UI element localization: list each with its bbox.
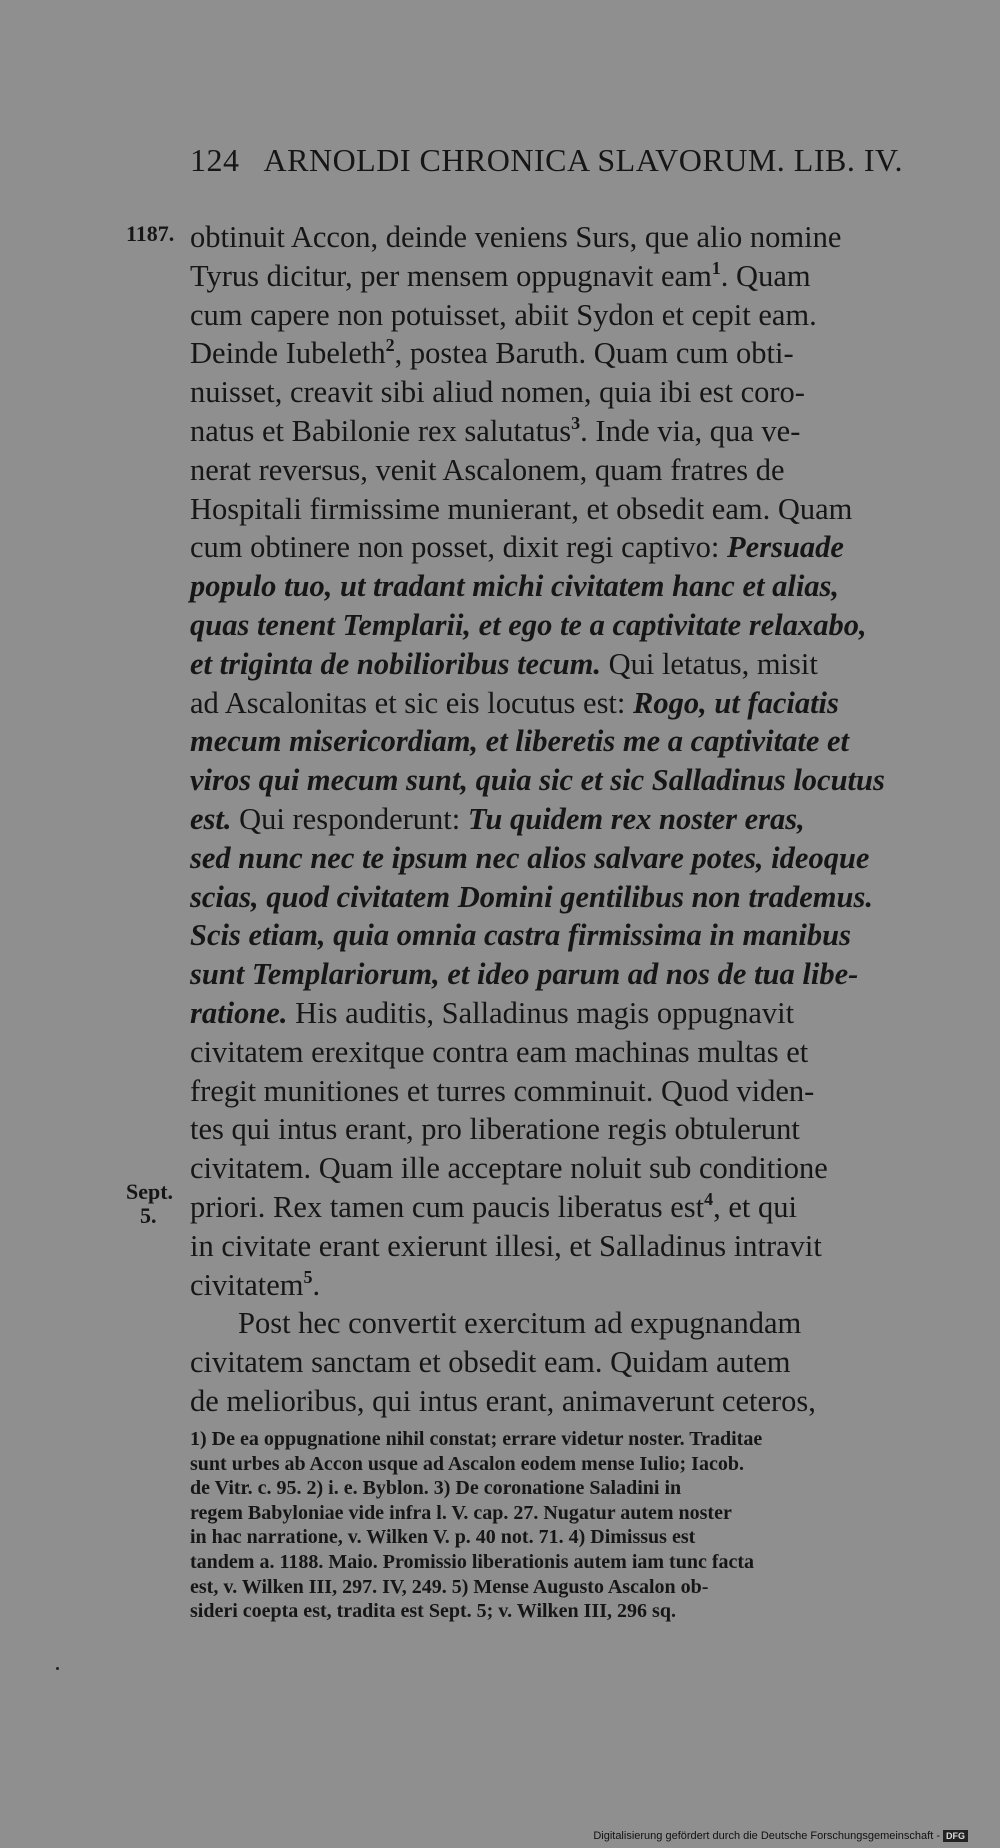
footnote-ref: 5 [303,1266,313,1287]
text-line: est. Qui responderunt: Tu quidem rex noster eras, [190,801,805,836]
margin-sept-day: 5. [140,1203,157,1228]
footnote-line: sideri coepta est, tradita est Sept. 5; v. Wilken III, 296 sq. [190,1600,676,1623]
dfg-logo: DFG [943,1830,968,1842]
text-line: fregit munitiones et turres comminuit. Quod viden- [190,1073,815,1108]
text-line: tes qui intus erant, pro liberatione regis obtulerunt [190,1112,800,1147]
page-number: 124 [190,142,240,178]
margin-sept-label: Sept. [126,1179,174,1204]
text-line: civitatem$^5$. [190,1266,321,1302]
text-line: obtinuit Accon, deinde veniens Surs, que alio nomine [190,220,842,254]
footnote-line: 1) De ea oppugnatione nihil constat; errare videtur noster. Traditae [190,1428,763,1450]
text-line: Scis etiam, quia omnia castra firmissima in manibus [190,918,851,953]
text-line: quas tenent Templarii, et ego te a captivitate relaxabo, [190,607,867,642]
credit-text: Digitalisierung gefördert durch die Deutsche Forschungsgemeinschaft - [593,1830,940,1842]
footnote-line: est, v. Wilken III, 297. IV, 249. 5) Mense Augusto Ascalon ob- [190,1575,709,1598]
text-line: viros qui mecum sunt, quia sic et sic Salladinus locutus [190,763,885,798]
text-line: Hospitali firmissime munierant, et obsedit eam. Quam [190,491,853,526]
footnote-ref: 2 [385,335,395,356]
footnote-line: tandem a. 1188. Maio. Promissio liberationis autem iam tunc facta [190,1550,755,1573]
footnote-line: de Vitr. c. 95. 2) i. e. Byblon. 3) De coronatione Saladini in [190,1477,682,1500]
footnotes [190,1427,906,1624]
text-line: civitatem. Quam ille acceptare noluit sub conditione [190,1151,828,1186]
text-line: ratione. His auditis, Salladinus magis oppugnavit [190,995,795,1030]
running-title: ARNOLDI CHRONICA SLAVORUM. LIB. IV. [263,142,903,178]
footnote-ref: 1 [711,257,721,278]
running-header [190,142,910,182]
text-line: nuisset, creavit sibi aliud nomen, quia ibi est coro- [190,375,805,410]
text-line: Post hec convertit exercitum ad expugnandam [238,1306,802,1341]
text-line: ad Ascalonitas et sic eis locutus est: Rogo, ut faciatis [190,685,839,720]
text-line: sed nunc nec te ipsum nec alios salvare potes, ideoque [190,840,870,875]
footnote-line: sunt urbes ab Accon usque ad Ascalon eodem mense Iulio; Iacob. [190,1452,744,1475]
text-line: in civitate erant exierunt illesi, et Salladinus intravit [190,1228,822,1263]
text-line: cum capere non potuisset, abiit Sydon et cepit eam. [190,297,817,332]
text-line: Tyrus dicitur, per mensem oppugnavit eam$^1$. Quam [190,257,811,293]
text-line: cum obtinere non posset, dixit regi captivo: Persuade [190,530,844,565]
text-line: sunt Templariorum, et ideo parum ad nos de tua libe- [190,957,859,992]
digitization-credit [593,1830,968,1842]
margin-year: 1187. [126,221,175,246]
footnote-line: regem Babyloniae vide infra l. V. cap. 27. Nugatur autem noster [190,1501,732,1524]
main-text [190,218,906,1421]
text-line: nerat reversus, venit Ascalonem, quam fratres de [190,452,785,487]
text-line: mecum misericordiam, et liberetis me a captivitate et [190,724,850,759]
footnote-line: in hac narratione, v. Wilken V. p. 40 not. 71. 4) Dimissus est [190,1526,696,1549]
text-line: natus et Babilonie rex salutatus$^3$. Inde via, qua ve- [190,412,801,448]
text-line: civitatem sanctam et obsedit eam. Quidam autem [190,1345,791,1380]
footnote-ref: 4 [704,1188,714,1209]
text-line: et triginta de nobilioribus tecum. Qui letatus, misit [190,646,818,681]
text-line: civitatem erexitque contra eam machinas multas et [190,1034,809,1069]
text-line: priori. Rex tamen cum paucis liberatus est$^4$, et qui [190,1188,797,1224]
text-line: Deinde Iubeleth$^2$, postea Baruth. Quam cum obti- [190,335,794,371]
footnote-ref: 3 [571,412,581,433]
text-line: populo tuo, ut tradant michi civitatem hanc et alias, [190,569,840,604]
text-line: de melioribus, qui intus erant, animaverunt ceteros, [190,1383,816,1418]
scan-speck [56,1667,59,1670]
text-line: scias, quod civitatem Domini gentilibus non trademus. [190,879,873,914]
